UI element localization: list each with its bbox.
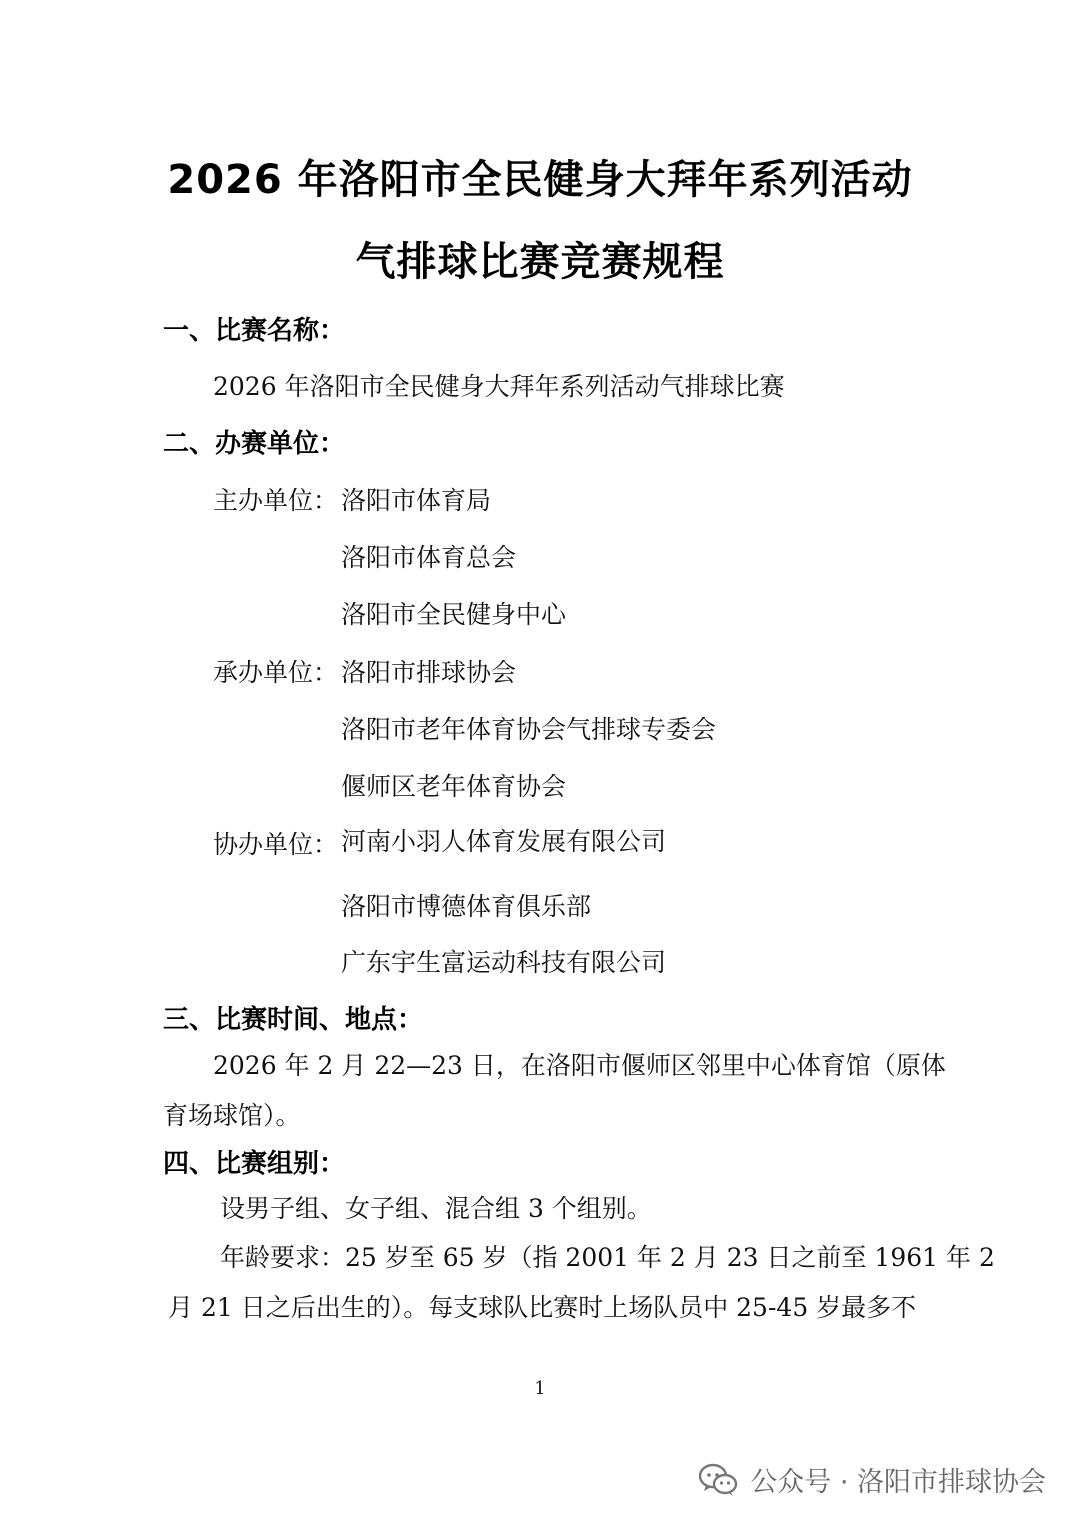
organizer-org: 偃师区老年体育协会 [341, 772, 567, 801]
groups-line: 设男子组、女子组、混合组 3 个组别。 [220, 1194, 652, 1223]
age-requirement-line: 年龄要求：25 岁至 65 岁（指 2001 年 2 月 23 日之前至 1961 年 2 [220, 1243, 995, 1272]
footer-text: 公众号 · 洛阳市排球协会 [750, 1467, 1046, 1498]
organizer-org: 洛阳市老年体育协会气排球专委会 [341, 715, 717, 744]
watermark-footer [698, 1460, 1046, 1499]
organizer-org: 洛阳市排球协会 [341, 658, 517, 687]
co-organizer-org: 河南小羽人体育发展有限公司 [341, 827, 667, 856]
organizer-label: 承办单位： [213, 658, 339, 687]
page-number: 1 [534, 1378, 546, 1399]
co-organizer-org: 广东宇生富运动科技有限公司 [341, 948, 667, 977]
time-location-line: 育场球馆）。 [163, 1101, 301, 1130]
host-org: 洛阳市体育局 [341, 486, 492, 515]
section-4-heading: 四、比赛组别： [163, 1149, 346, 1179]
time-location-line: 2026 年 2 月 22—23 日，在洛阳市偃师区邻里中心体育馆（原体 [213, 1051, 946, 1080]
competition-name: 2026 年洛阳市全民健身大拜年系列活动气排球比赛 [213, 372, 785, 401]
age-requirement-line: 月 21 日之后出生的）。每支球队比赛时上场队员中 25-45 岁最多不 [168, 1293, 917, 1322]
co-organizer-org: 洛阳市博德体育俱乐部 [341, 892, 592, 921]
title-line-2: 气排球比赛竞赛规程 [355, 239, 725, 285]
title-line-1: 2026 年洛阳市全民健身大拜年系列活动 [167, 157, 913, 203]
section-1-heading: 一、比赛名称： [163, 316, 346, 346]
section-2-heading: 二、办赛单位： [163, 429, 346, 459]
host-label: 主办单位： [213, 486, 339, 515]
section-3-heading: 三、比赛时间、地点： [163, 1005, 424, 1035]
host-org: 洛阳市体育总会 [341, 543, 517, 572]
host-org: 洛阳市全民健身中心 [341, 600, 567, 629]
wechat-icon [698, 1463, 738, 1497]
co-organizer-label: 协办单位： [213, 830, 339, 859]
